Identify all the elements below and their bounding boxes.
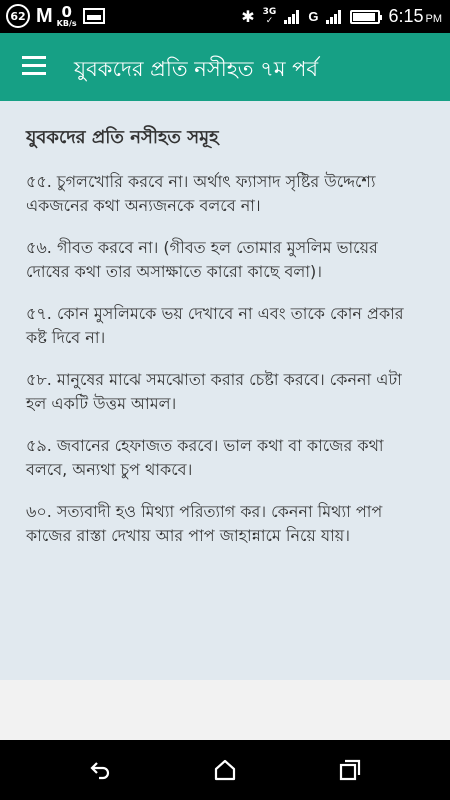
notification-count-badge: 62 (6, 4, 30, 28)
advice-item-55: ৫৫. চুগলখোরি করবে না। অর্থাৎ ফ্যাসাদ সৃষ্টির উদ্দেশ্যে একজনের কথা অন্যজনকে বলবে না। (26, 172, 376, 215)
home-icon[interactable] (213, 758, 237, 782)
battery-level-fill (353, 13, 374, 21)
status-bar (0, 0, 450, 33)
clock (388, 6, 442, 27)
signal-strength-2-icon (326, 10, 342, 24)
empty-area (0, 680, 450, 740)
network-type-label: 3G (262, 6, 277, 17)
advice-item-59: ৫৯. জবানের হেফাজত করবে। ভাল কথা বা কাজের কথা বলবে, অন্যথা চুপ থাকবে। (26, 436, 384, 479)
advice-item-60: ৬০. সত্যবাদী হও মিথ্যা পরিত্যাগ কর। কেননা মিথ্যা পাপ কাজের রাস্তা দেখায় আর পাপ জাহান্নামে নিয়ে যায়। (26, 502, 383, 545)
clock-ampm: PM (425, 13, 442, 25)
article-heading: যুবকদের প্রতি নসীহত সমূহ (26, 127, 219, 148)
bluetooth-icon: ✱ (241, 7, 255, 26)
network-speed-value: 0 (61, 2, 72, 21)
clock-time: 6:15 (388, 6, 424, 26)
data-activity-icon: ✓ (265, 15, 274, 26)
page-title: যুবকদের প্রতি নসীহত ৭ম পর্ব (74, 57, 319, 81)
advice-item-58: ৫৮. মানুষের মাঝে সমঝোতা করার চেষ্টা করবে। কেননা এটা হল একটি উত্তম আমল। (26, 370, 402, 413)
article-content[interactable] (0, 101, 450, 680)
gmail-icon: M (36, 4, 53, 27)
advice-item-57: ৫৭. কোন মুসলিমকে ভয় দেখাবে না এবং তাকে কোন প্রকার কষ্ট দিবে না। (26, 304, 404, 347)
recent-apps-icon[interactable] (338, 758, 362, 782)
advice-item-56: ৫৬. গীবত করবে না। (গীবত হল তোমার মুসলিম ভায়ের দোষের কথা তার অসাক্ষাতে কারো কাছে বলা)। (26, 238, 378, 281)
signal-strength-icon (284, 10, 300, 24)
network-g-label: G (308, 9, 319, 24)
app-bar (0, 33, 450, 101)
image-notification-icon (83, 8, 105, 24)
navigation-bar (0, 740, 450, 800)
network-speed-indicator (56, 2, 77, 28)
back-icon[interactable] (88, 758, 112, 782)
mobile-data-indicator (263, 8, 277, 26)
network-speed-unit: KB/s (56, 18, 77, 28)
battery-icon (350, 10, 380, 24)
hamburger-menu-icon[interactable] (22, 56, 46, 76)
